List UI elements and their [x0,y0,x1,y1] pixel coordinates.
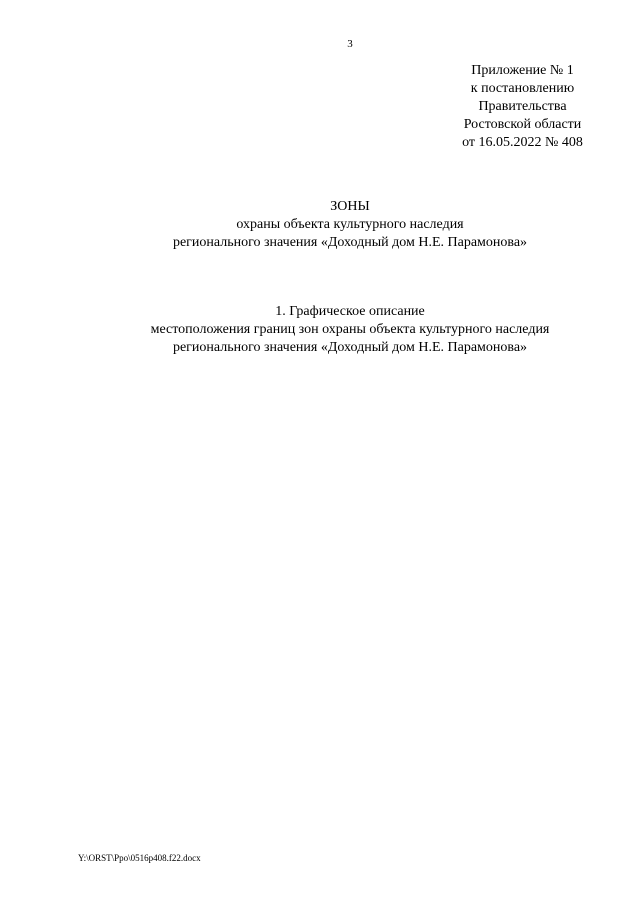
title-line-2: регионального значения «Доходный дом Н.Е. Парамонова» [172,235,528,250]
appendix-line-4: Ростовской области [463,117,582,132]
title-line-1: охраны объекта культурного наследия [236,217,464,232]
section-line-2: местоположения границ зон охраны объекта культурного наследия [150,322,550,337]
section-line-1: 1. Графическое описание [275,304,425,319]
appendix-line-5: от 16.05.2022 № 408 [462,135,583,150]
title-heading: ЗОНЫ [330,199,370,214]
appendix-line-3: Правительства [478,99,567,114]
appendix-header [430,62,615,152]
section-line-3: регионального значения «Доходный дом Н.Е. Парамонова» [172,340,528,355]
footer-file-path: Y:\ORST\Ppo\0516p408.f22.docx [78,853,201,863]
page-number: 3 [347,38,353,50]
appendix-line-1: Приложение № 1 [471,63,574,78]
appendix-line-2: к постановлению [470,81,575,96]
document-title [0,198,640,252]
section-heading [0,303,640,357]
